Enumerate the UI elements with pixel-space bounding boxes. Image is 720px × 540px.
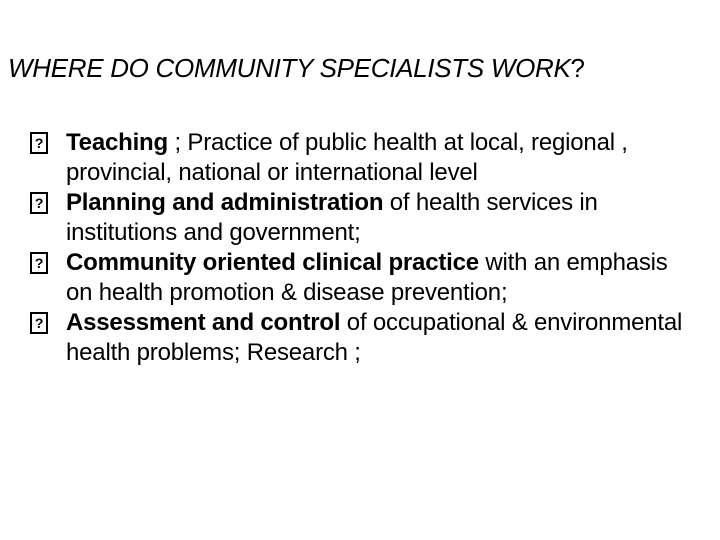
bullet-text: with an emphasis on health promotion & disease prevention; — [66, 249, 668, 306]
bullet-heading: Planning and administration — [66, 189, 384, 216]
missing-glyph-icon — [30, 132, 48, 154]
slide-title — [8, 52, 712, 84]
bullet-item-planning — [30, 188, 690, 248]
missing-glyph-icon — [30, 192, 48, 214]
bullet-heading: Community oriented clinical practice — [66, 249, 479, 276]
title-question-mark: ? — [570, 53, 585, 83]
title-text: WHERE DO COMMUNITY SPECIALISTS WORK — [8, 53, 571, 83]
bullet-list — [30, 128, 690, 368]
bullet-heading: Teaching — [66, 129, 168, 156]
bullet-item-assessment — [30, 308, 690, 368]
missing-glyph-icon — [30, 252, 48, 274]
missing-glyph-icon — [30, 312, 48, 334]
bullet-text: of health services in institutions and government; — [66, 189, 598, 246]
bullet-heading: Assessment and control — [66, 309, 341, 336]
bullet-text: of occupational & environmental health problems; Research ; — [66, 309, 683, 366]
bullet-item-clinical-practice — [30, 248, 690, 308]
bullet-item-teaching — [30, 128, 690, 188]
bullet-text: ; Practice of public health at local, regional , provincial, national or international level — [66, 129, 628, 186]
